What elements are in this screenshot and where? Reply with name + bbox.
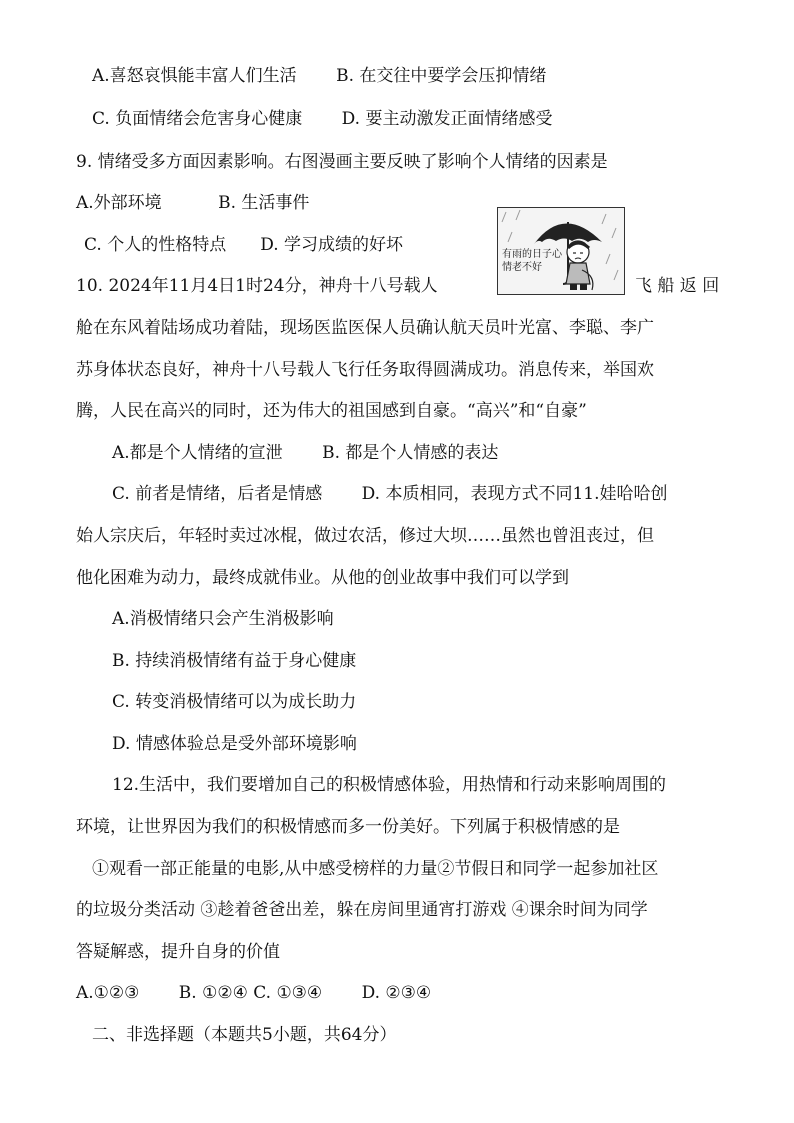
q10-stem-line1-tail: 飞 船 返 回: [635, 276, 720, 296]
q12-stem-line2: 环境，让世界因为我们的积极情感而多一份美好。下列属于积极情感的是: [76, 817, 620, 837]
q11-stem-line1: 始人宗庆后，年轻时卖过冰棍，做过农活，修过大坝……虽然也曾沮丧过，但: [76, 526, 654, 546]
q8-options-cd: C. 负面情绪会危害身心健康 D. 要主动激发正面情绪感受: [92, 109, 553, 129]
q10-stem-line3: 苏身体状态良好，神舟十八号载人飞行任务取得圆满成功。消息传来，举国欢: [76, 360, 654, 380]
q9-options-cd: C. 个人的性格特点 D. 学习成绩的好坏: [84, 235, 404, 255]
cartoon-caption: 有雨的日子心情老不好: [502, 249, 562, 273]
q10-stem-line1: 10. 2024年11月4日1时24分，神舟十八号载人: [76, 276, 438, 296]
q11-option-c: C. 转变消极情绪可以为成长助力: [112, 692, 357, 712]
section-two-heading: 二、非选择题（本题共5小题，共64分）: [92, 1025, 397, 1045]
q9-stem: 9. 情绪受多方面因素影响。右图漫画主要反映了影响个人情绪的因素是: [76, 152, 608, 172]
umbrella-cartoon-image: [497, 207, 625, 295]
q12-item-line3: 答疑解惑，提升自身的价值: [76, 942, 280, 962]
q12-item-line1: ①观看一部正能量的电影,从中感受榜样的力量②节假日和同学一起参加社区: [92, 859, 659, 879]
q11-stem-line2: 他化困难为动力，最终成就伟业。从他的创业故事中我们可以学到: [76, 568, 569, 588]
q10-options-cd: C. 前者是情绪，后者是情感 D. 本质相同，表现方式不同11.娃哈哈创: [112, 484, 668, 504]
q12-stem-line1: 12.生活中，我们要增加自己的积极情感体验，用热情和行动来影响周围的: [112, 775, 667, 795]
q9-options-ab: A.外部环境 B. 生活事件: [76, 193, 310, 213]
q11-option-a: A.消极情绪只会产生消极影响: [112, 609, 334, 629]
q12-item-line2: 的垃圾分类活动 ③趁着爸爸出差，躲在房间里通宵打游戏 ④课余时间为同学: [76, 900, 648, 920]
q10-options-ab: A.都是个人情绪的宣泄 B. 都是个人情感的表达: [112, 443, 499, 463]
q11-option-d: D. 情感体验总是受外部环境影响: [112, 734, 357, 754]
q10-stem-line4: 腾，人民在高兴的同时，还为伟大的祖国感到自豪。“高兴”和“自豪”: [76, 401, 587, 421]
q11-option-b: B. 持续消极情绪有益于身心健康: [112, 651, 357, 671]
q8-options-ab: A.喜怒哀惧能丰富人们生活 B. 在交往中要学会压抑情绪: [92, 66, 547, 86]
q12-options: A.①②③ B. ①②④ C. ①③④ D. ②③④: [76, 983, 432, 1003]
q10-stem-line2: 舱在东风着陆场成功着陆，现场医监医保人员确认航天员叶光富、李聪、李广: [76, 318, 654, 338]
